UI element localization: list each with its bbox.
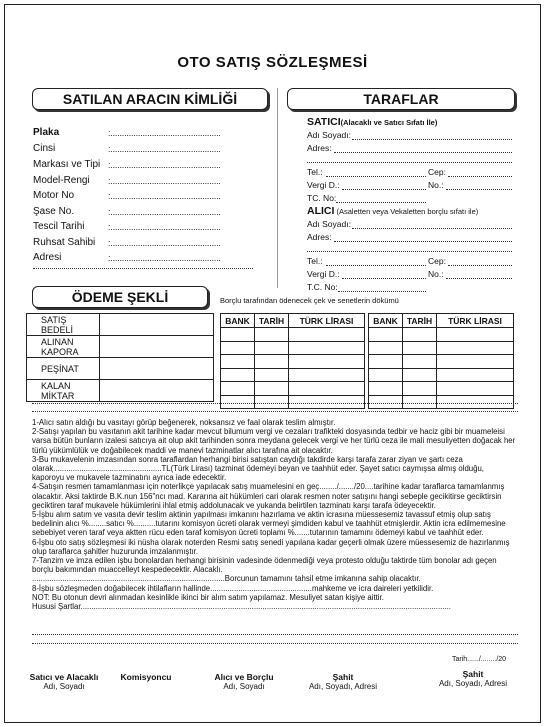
field-marka-value[interactable]: :................................................ [108, 160, 221, 170]
signature-sub: Adı, Soyadı, Adresi [308, 682, 378, 691]
check-row[interactable] [221, 328, 365, 342]
signature-role: Şahit [332, 672, 354, 682]
amount-column-header: TÜRK LİRASI [437, 314, 514, 328]
check-row[interactable] [221, 341, 365, 355]
date-column-header: TARİH [255, 314, 289, 328]
field-tescil-label: Tescil Tarihi [33, 221, 85, 232]
field-plaka-value[interactable]: :................................................ [108, 128, 221, 138]
field-cinsi-value[interactable]: :................................................ [108, 144, 221, 154]
seller-title-text: SATICI [307, 116, 341, 128]
signature-witness-2 [428, 670, 518, 688]
seller-address-field[interactable] [334, 152, 512, 153]
field-adres-value[interactable]: :................................................ [108, 253, 221, 263]
seller-tel-label: Tel.: [307, 167, 323, 177]
check-row[interactable] [369, 368, 514, 382]
field-sase-value[interactable]: :................................................ [108, 207, 221, 217]
buyer-address-field[interactable] [334, 241, 512, 242]
date-line[interactable]: Tarih....../......../20 [452, 656, 507, 663]
check-row[interactable] [369, 341, 514, 355]
signature-role: Komisyoncu [120, 672, 172, 682]
seller-no-label: No.: [428, 180, 444, 190]
payment-row [27, 336, 214, 358]
field-sase-label: Şase No. [33, 206, 75, 217]
term-1: 1-Alıcı satın aldığı bu vasıtayı görüp beğenerek, noksansız ve faal olarak teslim almıştır. [32, 418, 336, 427]
payment-row-label: SATIŞ BEDELİ [27, 314, 100, 336]
buyer-title-text: ALICI [307, 205, 335, 217]
special-terms-line[interactable] [32, 643, 518, 644]
check-row[interactable] [369, 355, 514, 369]
field-ruhsat-value[interactable]: :................................................ [108, 238, 221, 248]
seller-tax-label: Vergi D.: [307, 180, 340, 190]
payment-row-value[interactable] [100, 380, 214, 402]
signature-seller [28, 673, 100, 691]
vehicle-heading-label: SATILAN ARACIN KİMLİĞİ [62, 91, 238, 107]
seller-tel-field[interactable] [326, 176, 426, 177]
signature-sub: Adı, Soyadı [223, 682, 265, 691]
check-row[interactable] [369, 382, 514, 396]
field-cinsi-label: Cinsi [33, 143, 56, 154]
field-model-value[interactable]: :................................................ [108, 176, 221, 186]
seller-name-field[interactable] [352, 139, 512, 140]
buyer-tax-label: Vergi D.: [307, 269, 340, 279]
signature-agent [116, 673, 176, 682]
seller-address-line2[interactable] [307, 162, 512, 163]
field-motor-label: Motor No [33, 190, 75, 201]
check-row[interactable] [221, 355, 365, 369]
buyer-cep-label: Cep: [428, 256, 446, 266]
separator-line [32, 411, 518, 412]
terms-block [32, 418, 518, 611]
seller-title [307, 116, 437, 128]
special-terms-line[interactable] [32, 634, 518, 635]
term-3: 3-Bu mukavelenin imzasından sonra taraflardan herhangi birisi satıştan caydığı takdirde karşı tarafa zarar ziyan ve şartı ceza olarak..................................................TL(Türk Lirası) tazminat ödemeyi beyan ve taahhüt eder. Şayet satıcı caymışsa almış olduğu, kaporoyu ve mukavele tazminatını ayrıca iade edecektir. [32, 454, 484, 483]
seller-address-label: Adres: [307, 143, 332, 153]
field-plaka-label: Plaka [33, 127, 60, 138]
check-row[interactable] [221, 382, 365, 396]
checks-table-left [220, 313, 365, 409]
separator-line [32, 403, 518, 404]
signature-sub: Adı, Soyadı [43, 682, 85, 691]
buyer-no-label: No.: [428, 269, 444, 279]
seller-tax-field[interactable] [342, 189, 426, 190]
parties-heading [287, 88, 515, 110]
seller-subtitle: (Alacaklı ve Satıcı Sıfatı İle) [340, 118, 438, 127]
term-7-cont: .........................................................................................Borcunun tamamını tahsil etme imkanına sahip olacaktır. [32, 574, 421, 584]
term-6: 6-İşbu oto satış sözleşmesi iki nüsha olarak noterden Resmi satış senedi yapılana kadar geçerli olmak üzere müessesemiz de hazırlanmış olup taraflarca şahitler huzurunda imzalanmıştır. [32, 537, 510, 556]
checks-table-right [368, 313, 514, 409]
special-terms[interactable]: Hususi Şartlar........................................................................................................................................................................... [32, 602, 451, 612]
signature-sub: Adı, Soyadı, Adresi [438, 679, 508, 688]
term-2: 2-Satışı yapılan bu vasıtanın akit tarihine kadar mevcut bilumum vergi ve cezaları trafikteki dosyasında tedbir ve haciz gibi bir muameleisi varsa bütün bunların izalesi satıcıya ait olup akit tarihinden sonra meydana gelecek vergi ve her türlü ceza ile mali mesuliyetten doğacak her türlü yükümlülük ve doğabilecek maddi ve manevi tazminatlar alıcı tarafına ait olacaktır. [32, 427, 516, 455]
buyer-title [307, 205, 478, 217]
buyer-tel-label: Tel.: [307, 256, 323, 266]
buyer-cep-field[interactable] [448, 265, 512, 266]
payment-heading [32, 286, 208, 308]
payment-heading-label: ÖDEME ŞEKLİ [71, 289, 169, 305]
buyer-tc-label: T.C. No: [307, 282, 338, 292]
column-divider [277, 88, 278, 288]
buyer-name-label: Adı Soyadı: [307, 219, 351, 229]
bank-column-header: BANK [369, 314, 403, 328]
field-tescil-value[interactable]: :................................................ [108, 222, 221, 232]
field-motor-value[interactable]: :................................................ [108, 191, 221, 201]
checks-caption: Borçlu tarafından ödenecek çek ve senetlerin dökümü [220, 296, 399, 305]
signature-role: Alıcı ve Borçlu [214, 672, 274, 682]
buyer-tax-field[interactable] [342, 278, 426, 279]
field-model-label: Model-Rengi [33, 175, 90, 186]
buyer-name-field[interactable] [352, 228, 512, 229]
signature-role: Satıcı ve Alacaklı [29, 672, 99, 682]
term-5: 5-İşbu alım satım ve vasıta devir teslim aktinin yapılması imkanını hazırlama ve aktin icrasına müessesemiz tavassuf etmiş olup satış bedelinin alıcı %........satıcı %..........tutarını komisyon ücreti olarak vermeyi şimdiden kabul ve taahhüt etmişlerdir. Aktin icra edilmemesine sebebiyet veren taraf veya aktten rücu eden taraf komisyon ücreti toplamı %.......tutarının tamamını ödemeyi kabul ve taahhüt eder. [32, 510, 506, 538]
payment-row [27, 358, 214, 380]
payment-row-label: ALINAN KAPORA [27, 336, 100, 358]
seller-tc-field[interactable] [336, 202, 426, 203]
seller-cep-field[interactable] [448, 176, 512, 177]
field-adres-extra-line[interactable] [33, 268, 253, 269]
payment-row-value[interactable] [100, 314, 214, 336]
buyer-address-label: Adres: [307, 232, 332, 242]
payment-row-value[interactable] [100, 358, 214, 380]
check-row[interactable] [221, 395, 365, 409]
seller-no-field[interactable] [446, 189, 512, 190]
parties-heading-label: TARAFLAR [363, 91, 439, 107]
payment-row [27, 380, 214, 402]
signature-buyer [210, 673, 278, 691]
bank-column-header: BANK [221, 314, 255, 328]
buyer-address-line2[interactable] [307, 251, 512, 252]
buyer-tel-field[interactable] [326, 265, 426, 266]
payment-row [27, 314, 214, 336]
payment-row-value[interactable] [100, 336, 214, 358]
signature-witness-1 [298, 673, 388, 691]
check-row[interactable] [369, 395, 514, 409]
date-column-header: TARİH [403, 314, 437, 328]
field-ruhsat-label: Ruhsat Sahibi [33, 237, 96, 248]
seller-name-label: Adı Soyadı: [307, 130, 351, 140]
seller-cep-label: Cep: [428, 167, 446, 177]
seller-tc-label: TC. No: [307, 193, 337, 203]
amount-column-header: TÜRK LİRASI [289, 314, 365, 328]
field-marka-label: Markası ve Tipi [33, 159, 101, 170]
buyer-subtitle: (Asaletten veya Vekaletten borçlu sıfatı ile) [334, 207, 479, 216]
page-title: OTO SATIŞ SÖZLEŞMESİ [177, 54, 368, 71]
payment-row-label: PEŞİNAT [27, 358, 100, 380]
field-adres-label: Adresi [33, 252, 62, 263]
check-row[interactable] [369, 328, 514, 342]
signature-role: Şahit [462, 669, 484, 679]
payment-row-label: KALAN MİKTAR [27, 380, 100, 402]
check-row[interactable] [221, 368, 365, 382]
term-8: 8-İşbu sözleşmeden doğabilecek ihtilafların hallinde...............................................mahkeme ve icra daireleri yetkilidir. [32, 583, 434, 593]
term-7: 7-Tanzim ve imza edilen işbu bonolardan herhangi birisinin vadesinde ödenmediği veya protesto olduğu taktirde tüm bonolar adı geçen borçlu bakımından muaccelleyt kespedecektir. Alacaklı. [32, 556, 497, 575]
buyer-no-field[interactable] [446, 278, 512, 279]
note: NOT: Bu otonun devri alınmadan kesinlikle ikinci bir alım satım yapılamaz. Mesuliyet satan kişiye aittir. [32, 592, 384, 602]
payment-table [26, 313, 214, 402]
vehicle-heading [32, 88, 268, 110]
term-4: 4-Satışın resmen tamamlanması için noterlikçe yapılacak satış muamelesini en geç......../......./20....tarihine kadar taraflarca tamamlanmış olacaktır. Aksi taktirde B.K.nun 156"ncı mad. Kararına ait hükümleri cari olarak resmen noter satışını hangi sebeple gecikitirse geciktirsin geciktiren taraf mukavele hükümlerini ihlal etmiş addolunacak ve yukanda belirtilen tazminatı karşı tarafa ödeyecektir. [32, 482, 505, 510]
buyer-tc-field[interactable] [338, 291, 426, 292]
